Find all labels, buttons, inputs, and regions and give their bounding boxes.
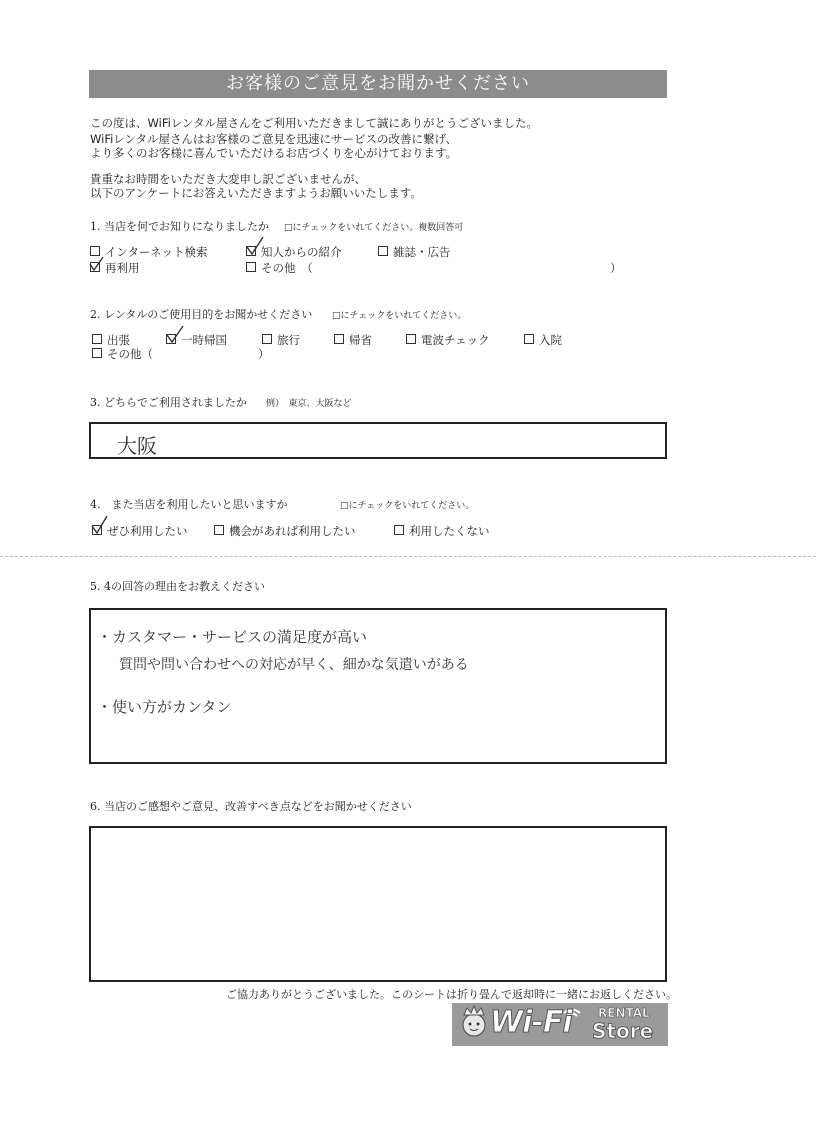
q1-option-reuse[interactable] [90, 260, 140, 276]
wifi-store-logo [452, 1003, 668, 1046]
q1-other-close-paren: ） [610, 261, 622, 275]
q2-option-other[interactable] [92, 346, 153, 362]
option-label: 電波チェック [421, 333, 490, 347]
checkbox[interactable] [406, 334, 416, 344]
checkbox-checked[interactable] [166, 334, 176, 344]
q2-option-signal-check[interactable] [406, 332, 490, 348]
q2-option-home[interactable] [166, 332, 227, 348]
q1-option-magazine[interactable] [378, 244, 451, 260]
checkmark-icon [165, 325, 185, 345]
q2-option-homecoming[interactable] [334, 332, 372, 348]
q5-answer-line-2: 質問や問い合わせへの対応が早く、細かな気遣いがある [119, 657, 469, 673]
logo-store-text: Store [592, 1019, 654, 1043]
q4-option-maybe[interactable] [214, 523, 356, 539]
option-label: その他（ [107, 347, 153, 361]
intro-line-3: より多くのお客様に喜んでいただけるお店づくりを心がけております。 [90, 146, 458, 160]
q2-label: 2. レンタルのご使用目的をお聞かせください [90, 308, 313, 321]
q6-label: 6. 当店のご感想やご意見、改善すべき点などをお聞かせください [90, 800, 412, 813]
checkbox-checked[interactable] [90, 262, 100, 272]
option-label: 利用したくない [409, 524, 490, 538]
checkmark-icon [91, 516, 111, 536]
logo-rental-text: RENTAL [598, 1006, 650, 1020]
checkbox-checked[interactable] [246, 246, 256, 256]
q1-note: □にチェックをいれてください。複数回答可 [284, 223, 464, 233]
intro-line-5: 以下のアンケートにお答えいただきますようお願いいたします。 [90, 186, 422, 200]
q2-option-hospital[interactable] [524, 332, 562, 348]
q6-answer-box[interactable] [89, 826, 667, 982]
intro-line-4: 貴重なお時間をいただき大変申し訳ございませんが、 [90, 172, 366, 186]
q3-answer-box[interactable] [89, 422, 667, 459]
option-label: 入院 [539, 333, 562, 347]
checkmark-icon [89, 253, 109, 273]
checkbox[interactable] [92, 348, 102, 358]
footer-thanks: ご協力ありがとうございました。このシートは折り畳んで返却時に一緒にお返しください。 [226, 988, 677, 1001]
q4-option-definitely[interactable] [92, 523, 188, 539]
q2-note: □にチェックをいれてください。 [332, 311, 467, 321]
q3-note: 例） 東京、大阪など [266, 399, 352, 409]
option-label: 帰省 [349, 333, 372, 347]
option-label: 出張 [107, 333, 130, 347]
q4-option-no[interactable] [394, 523, 490, 539]
q5-answer-box[interactable] [89, 608, 667, 764]
option-label: 一時帰国 [181, 333, 227, 347]
q2-other-close-paren: ） [258, 347, 270, 361]
q5-label: 5. 4の回答の理由をお教えください [90, 580, 265, 593]
intro-line-1: この度は、WiFiレンタル屋さんをご利用いただきまして誠にありがとうございました。 [90, 116, 539, 130]
q1-option-other[interactable] [246, 260, 313, 276]
logo-wifi-text: Wi-Fi [490, 1005, 572, 1040]
page-title: お客様のご意見をお聞かせください [89, 70, 667, 98]
q3-answer-text: 大阪 [117, 434, 157, 458]
checkbox-checked[interactable] [92, 525, 102, 535]
q1-option-referral[interactable] [246, 244, 342, 260]
checkbox[interactable] [394, 525, 404, 535]
q4-note: □にチェックをいれてください。 [340, 501, 475, 511]
q1-label: 1. 当店を何でお知りになりましたか [90, 220, 269, 233]
option-label: その他 （ [261, 261, 313, 275]
checkmark-icon [245, 237, 265, 257]
option-label: 知人からの紹介 [261, 245, 342, 259]
option-label: 雑誌・広告 [393, 245, 451, 259]
option-label: インターネット検索 [105, 245, 208, 259]
checkbox[interactable] [262, 334, 272, 344]
checkbox[interactable] [334, 334, 344, 344]
q4-label: 4. また当店を利用したいと思いますか [90, 498, 288, 511]
checkbox[interactable] [214, 525, 224, 535]
q3-label: 3. どちらでご利用されましたか [90, 396, 247, 409]
option-label: 再利用 [105, 261, 140, 275]
q5-answer-line-1: ・カスタマー・サービスの満足度が高い [97, 628, 368, 646]
option-label: 旅行 [277, 333, 300, 347]
checkbox[interactable] [246, 262, 256, 272]
fold-divider [0, 556, 816, 557]
intro-line-2: WiFiレンタル屋さんはお客様のご意見を迅速にサービスの改善に繋げ、 [90, 132, 458, 146]
checkbox[interactable] [378, 246, 388, 256]
q5-answer-line-3: ・使い方がカンタン [97, 698, 232, 716]
option-label: ぜひ利用したい [107, 524, 188, 538]
checkbox[interactable] [92, 334, 102, 344]
option-label: 機会があれば利用したい [229, 524, 356, 538]
checkbox[interactable] [524, 334, 534, 344]
